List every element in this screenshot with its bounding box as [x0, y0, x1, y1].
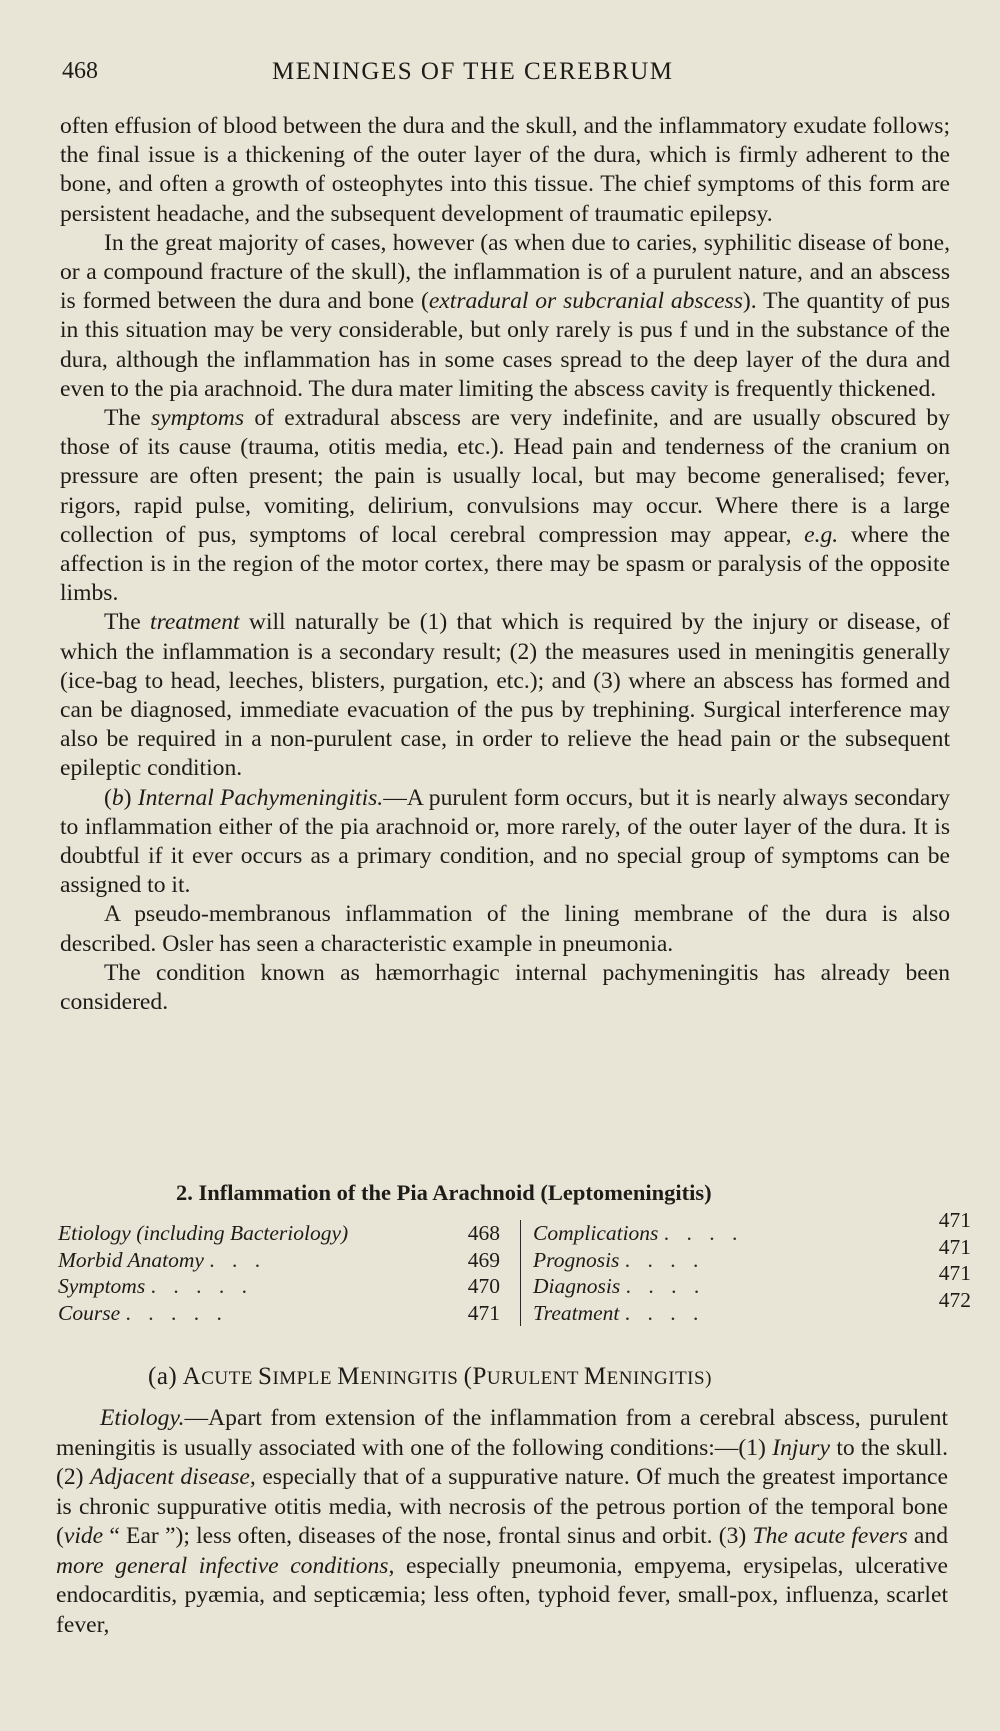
- contents-row: Complications . . . . 471: [533, 1208, 971, 1245]
- contents-column-left: [58, 1220, 508, 1326]
- contents-row: Symptoms . . . . . 470: [58, 1274, 500, 1298]
- paragraph: Etiology.—Apart from extension of the inflammation from a cerebral abscess, purulent meningitis is usually associated with one of the following conditions:—(1) Injury to the skull. (2) Adjacent disease, especially that of a suppurative nature. Of much the greatest importance is chronic suppurative otitis media, with necrosis of the petrous portion of the temporal bone (vide “ Ear ”); less often, diseases of the nose, frontal sinus and orbit. (3) The acute fevers and more general infective conditions, especially pneumonia, empyema, erysipelas, ulcerative endocarditis, pyæmia, and septicæmia; less often, typhoid fever, small-pox, influenza, scarlet fever,: [56, 1405, 948, 1638]
- paragraph: The treatment will naturally be (1) that which is required by the injury or disease, of which the inflammation is a secondary result; (2) the measures used in meningitis generally (ice-bag to head, leeches, blisters, purgation, etc.); and (3) where an abscess has formed and can be diagnosed, immediate evacuation of the pus by trephining. Surgical interference may also be required in a non-purulent case, in order to relieve the head pain or the subsequent epileptic condition.: [60, 609, 950, 782]
- body-text: [60, 112, 950, 1017]
- paragraph: The condition known as hæmorrhagic internal pachymeningitis has already been considered.: [60, 959, 950, 1016]
- contents-table: [58, 1208, 971, 1340]
- contents-row: Course . . . . . 471: [58, 1300, 500, 1325]
- contents-row: Diagnosis . . . . 471: [533, 1261, 971, 1298]
- paragraph: The symptoms of extradural abscess are very indefinite, and are usually obscured by those of its cause (trauma, otitis media, etc.). Head pain and tenderness of the cranium on pressure are often present; the pain is usually local, but may become generalised; fever, rigors, rapid pulse, vomiting, delirium, convulsions may occur. Where there is a large collection of pus, symptoms of local cerebral compression may appear, e.g. where the affection is in the region of the motor cortex, there may be spasm or paralysis of the opposite limbs.: [60, 405, 950, 607]
- paragraph: often effusion of blood between the dura and the skull, and the inflammatory exudate follows; the final issue is a thickening of the outer layer of the dura, which is firmly adherent to the bone, and often a growth of osteophytes into this tissue. The chief symptoms of this form are persistent headache, and the subsequent development of traumatic epilepsy.: [60, 113, 950, 227]
- contents-column-right: [520, 1208, 971, 1326]
- body-text-continued: [56, 1404, 948, 1640]
- contents-row: Treatment . . . . 472: [533, 1287, 971, 1325]
- running-title: MENINGES OF THE CEREBRUM: [272, 58, 674, 85]
- paragraph: In the great majority of cases, however (as when due to caries, syphilitic disease of bone, or a compound fracture of the skull), the inflammation is of a purulent nature, and an abscess is formed between the dura and bone (extradural or subcranial abscess). The quantity of pus in this situation may be very considerable, but only rarely is pus f und in the substance of the dura, although the inflammation has in some cases spread to the deep layer of the dura and even to the pia arachnoid. The dura mater limiting the abscess cavity is frequently thickened.: [60, 229, 951, 402]
- contents-row: Prognosis . . . . 471: [533, 1234, 971, 1272]
- contents-row: Morbid Anatomy . . . 469: [58, 1247, 500, 1272]
- paragraph: (b) Internal Pachymeningitis.—A purulent form occurs, but it is nearly always secondary to inflammation either of the pia arachnoid or, more rarely, of the outer layer of the dura. It is doubtful if it ever occurs as a primary condition, and no special group of symptoms can be assigned to it.: [60, 784, 950, 899]
- contents-row: Etiology (including Bacteriology) 468: [58, 1221, 500, 1245]
- page-number: 468: [62, 58, 98, 84]
- subsection-heading: (a) ACUTE SIMPLE MENINGITIS (PURULENT MENINGITIS): [148, 1363, 712, 1390]
- paragraph: A pseudo-membranous inflammation of the lining membrane of the dura is also described. Osler has seen a characteristic example in pneumonia.: [60, 901, 950, 957]
- page-header: [62, 58, 942, 98]
- section-heading: 2. Inflammation of the Pia Arachnoid (Leptomeningitis): [176, 1180, 712, 1205]
